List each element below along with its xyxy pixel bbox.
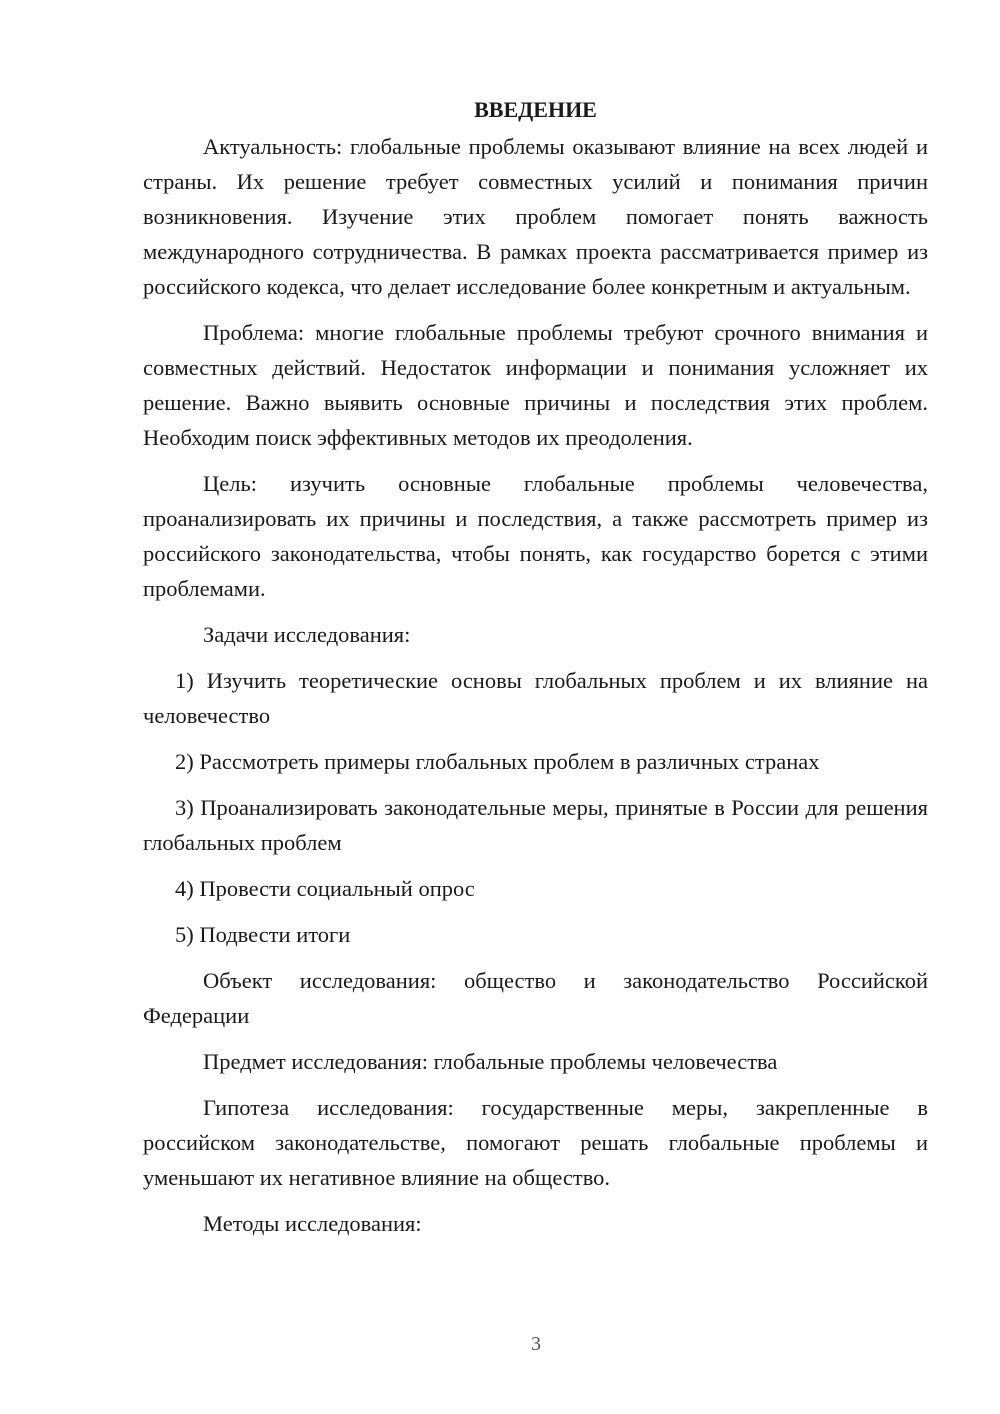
document-page (143, 92, 928, 1252)
task-item-4: 4) Провести социальный опрос (175, 876, 475, 901)
task-item-2: 2) Рассмотреть примеры глобальных проблем в различных странах (175, 749, 820, 774)
paragraph-object: Объект исследования: общество и законодательство Российской Федерации (143, 968, 928, 1028)
task-item-5: 5) Подвести итоги (175, 922, 351, 947)
task-item-3: 3) Проанализировать законодательные меры, принятые в России для решения глобальных проблем (143, 795, 928, 855)
section-title: ВВЕДЕНИЕ (474, 97, 597, 122)
paragraph-goal: Цель: изучить основные глобальные проблемы человечества, проанализировать их причины и последствия, а также рассмотреть пример из российского законодательства, чтобы понять, как государство борется с этими проблемами. (143, 471, 928, 601)
paragraph-relevance: Актуальность: глобальные проблемы оказывают влияние на всех людей и страны. Их решение требует совместных усилий и понимания причин возникновения. Изучение этих проблем помогает понять важность международного сотрудничества. В рамках проекта рассматривается пример из российского кодекса, что делает исследование более конкретным и актуальным. (143, 134, 928, 299)
paragraph-problem: Проблема: многие глобальные проблемы требуют срочного внимания и совместных действий. Недостаток информации и понимания усложняет их решение. Важно выявить основные причины и последствия этих проблем. Необходим поиск эффективных методов их преодоления. (143, 320, 928, 450)
task-item-1: 1) Изучить теоретические основы глобальных проблем и их влияние на человечество (143, 668, 928, 728)
paragraph-methods: Методы исследования: (203, 1211, 422, 1236)
paragraph-tasks-heading: Задачи исследования: (203, 622, 411, 647)
page-number: 3 (531, 1333, 541, 1355)
paragraph-hypothesis: Гипотеза исследования: государственные меры, закрепленные в российском законодательстве, помогают решать глобальные проблемы и уменьшают их негативное влияние на общество. (143, 1095, 928, 1190)
paragraph-subject: Предмет исследования: глобальные проблемы человечества (203, 1049, 778, 1074)
